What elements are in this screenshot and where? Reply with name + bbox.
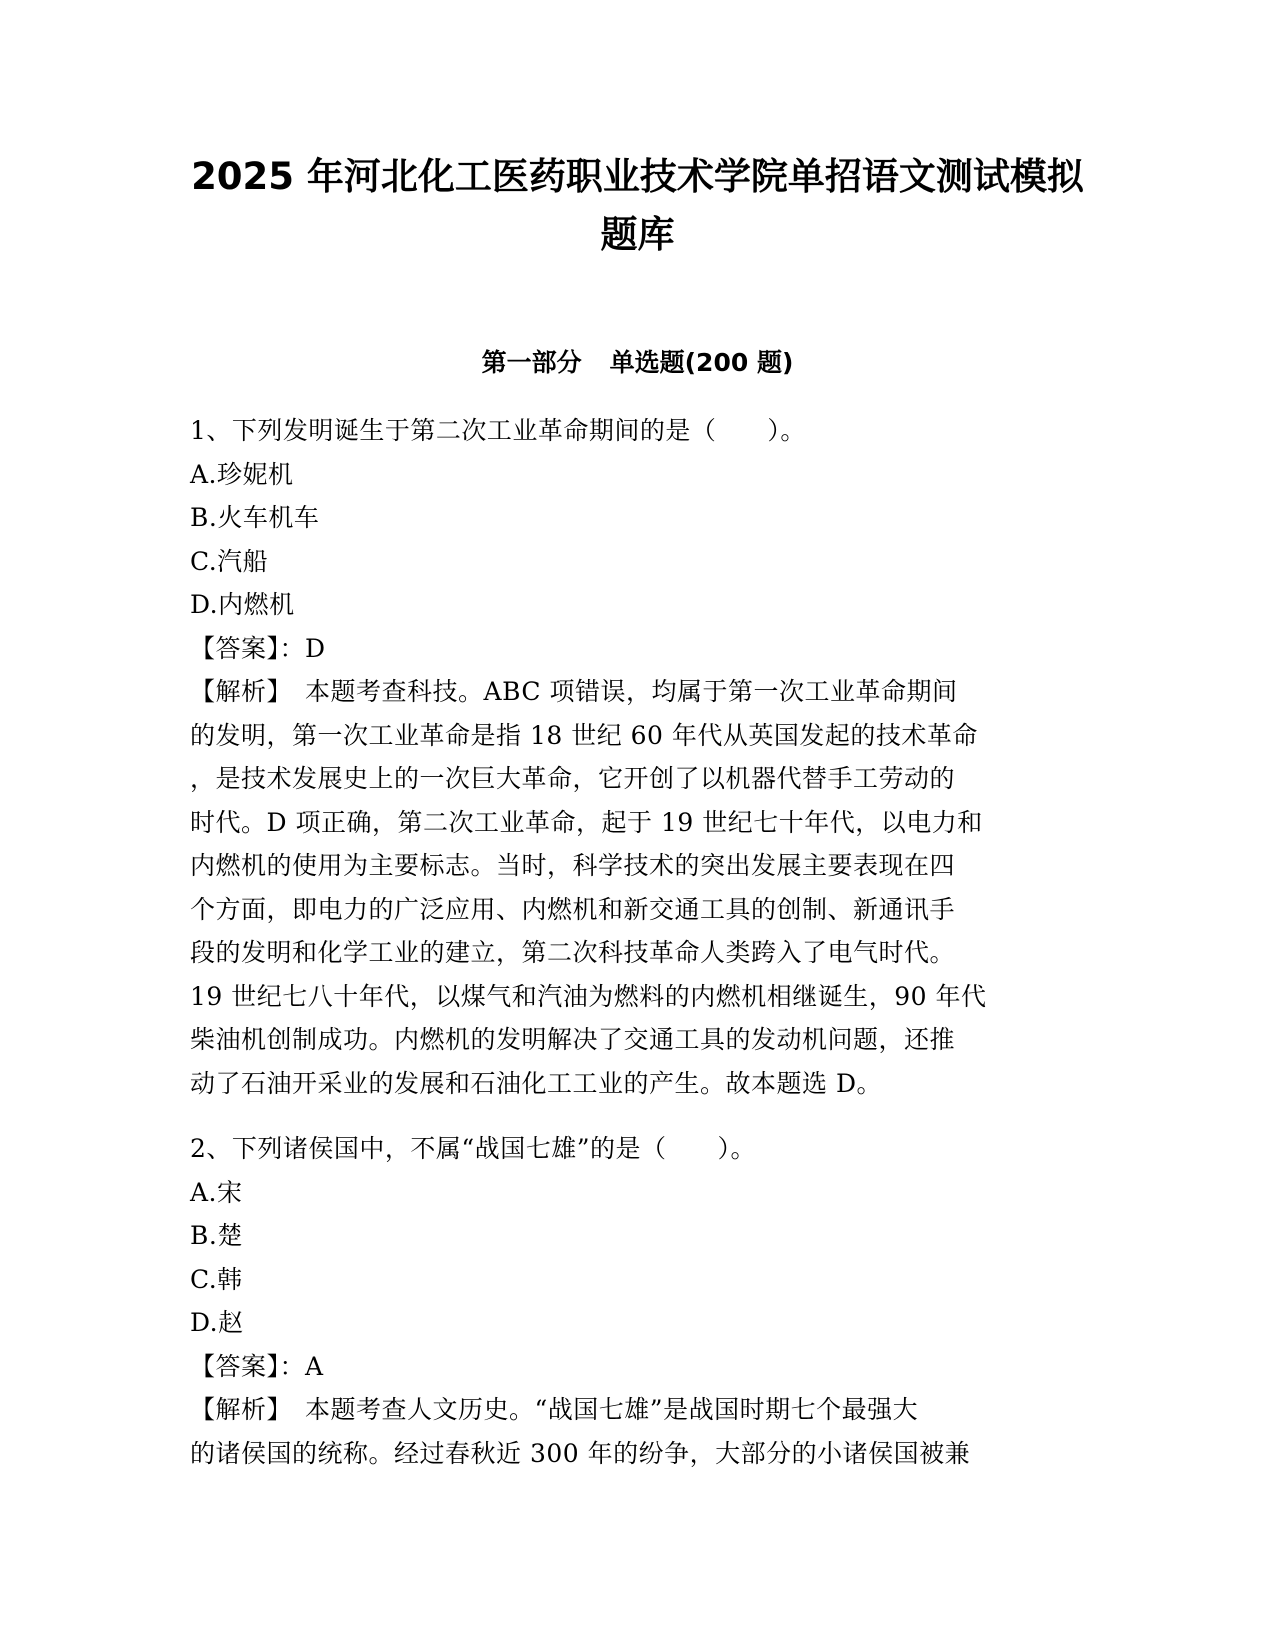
option-d: D.赵 xyxy=(190,1308,244,1337)
option-d: D.内燃机 xyxy=(190,590,295,619)
answer-label: 【答案】： xyxy=(190,633,306,663)
analysis-line: 19 世纪七八十年代，以煤气和汽油为燃料的内燃机相继诞生，90 年代 xyxy=(190,981,987,1011)
analysis-line: 时代。D 项正确，第二次工业革命，起于 19 世纪七十年代，以电力和 xyxy=(190,807,983,837)
answer-line xyxy=(190,627,1085,671)
option-c: C.韩 xyxy=(190,1264,243,1294)
option-a: A.宋 xyxy=(190,1177,243,1207)
option-c: C.汽船 xyxy=(190,546,269,576)
analysis-label: 【解析】 xyxy=(190,1395,280,1424)
question-item xyxy=(190,409,1085,1105)
section-name: 单选题(200 题) xyxy=(609,348,794,377)
analysis-label: 【解析】 xyxy=(190,677,280,706)
document-title-line-2: 题库 xyxy=(600,213,675,256)
answer-value: D xyxy=(305,633,326,663)
analysis-line xyxy=(190,670,1085,714)
answer-label: 【答案】： xyxy=(190,1351,306,1381)
answer-line xyxy=(190,1345,1085,1389)
question-stem: 1、下列发明诞生于第二次工业革命期间的是（ ）。 xyxy=(190,416,806,445)
analysis-line xyxy=(190,1388,1085,1432)
document-title xyxy=(150,148,1125,264)
question-list xyxy=(190,409,1085,1475)
option-b: B.火车机车 xyxy=(190,503,320,532)
section-heading xyxy=(150,345,1125,381)
section-part: 第一部分 xyxy=(481,348,582,377)
analysis-line: 的发明，第一次工业革命是指 18 世纪 60 年代从英国发起的技术革命 xyxy=(190,720,978,750)
analysis-line: 段的发明和化学工业的建立，第二次科技革命人类跨入了电气时代。 xyxy=(190,938,956,967)
analysis-line: 内燃机的使用为主要标志。当时，科学技术的突出发展主要表现在四 xyxy=(190,851,956,880)
analysis-line: 柴油机创制成功。内燃机的发明解决了交通工具的发动机问题，还推 xyxy=(190,1025,956,1054)
analysis-text: 本题考查科技。ABC 项错误，均属于第一次工业革命期间 xyxy=(279,677,958,706)
option-b: B.楚 xyxy=(190,1221,243,1250)
question-item xyxy=(190,1127,1085,1475)
option-a: A.珍妮机 xyxy=(190,459,294,489)
analysis-text: 本题考查人文历史。“战国七雄”是战国时期七个最强大 xyxy=(279,1395,919,1424)
question-stem: 2、下列诸侯国中，不属“战国七雄”的是（ ）。 xyxy=(190,1134,756,1163)
analysis-line: 个方面，即电力的广泛应用、内燃机和新交通工具的创制、新通讯手 xyxy=(190,894,956,924)
analysis-line: 动了石油开采业的发展和石油化工工业的产生。故本题选 D。 xyxy=(190,1068,882,1098)
document-title-line-1: 2025 年河北化工医药职业技术学院单招语文测试模拟 xyxy=(191,155,1084,198)
analysis-line: 的诸侯国的统称。经过春秋近 300 年的纷争，大部分的小诸侯国被兼 xyxy=(190,1438,971,1468)
answer-value: A xyxy=(305,1351,324,1381)
analysis-line: ，是技术发展史上的一次巨大革命，它开创了以机器代替手工劳动的 xyxy=(190,764,956,793)
